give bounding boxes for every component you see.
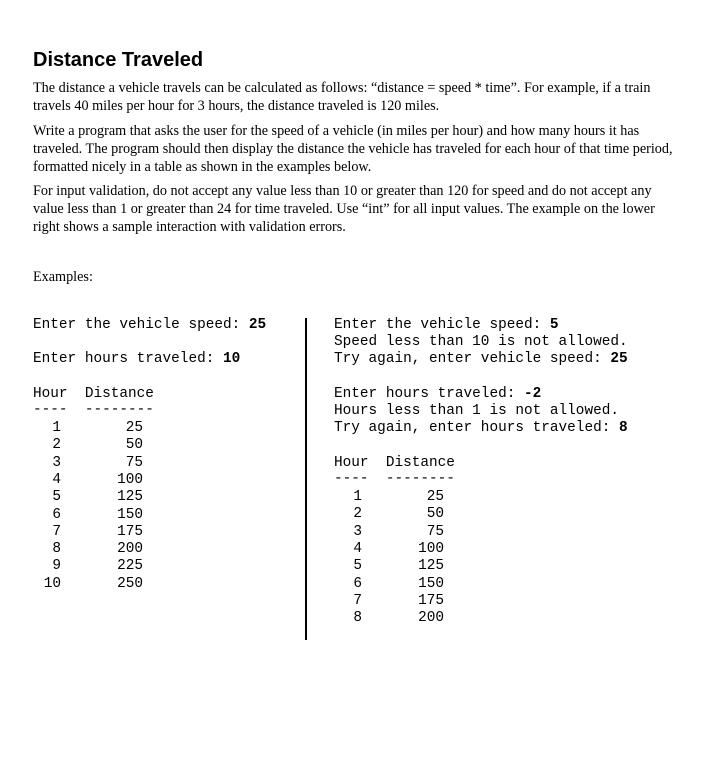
right-distance-cell: 175 — [418, 592, 444, 609]
right-hour-cell: 7 — [353, 592, 362, 609]
right-hour-cell: 5 — [353, 558, 362, 575]
left-hour-cell: 7 — [52, 523, 61, 540]
right-distance-cell: 25 — [426, 489, 444, 505]
left-distance-cell: 25 — [125, 420, 143, 436]
right-distance-cell: 75 — [426, 523, 444, 540]
left-distance-cell: 200 — [117, 541, 143, 558]
left-hours-prompt: Enter hours traveled: — [33, 351, 223, 367]
right-hours-input: -2 — [524, 386, 542, 402]
right-speed-error: Speed less than 10 is not allowed. — [334, 334, 628, 350]
left-hour-cell: 2 — [52, 437, 61, 454]
left-hour-cell: 3 — [52, 454, 61, 471]
left-distance-cell: 75 — [125, 454, 143, 471]
left-hour-cell: 10 — [43, 575, 61, 592]
right-hours-retry-prompt: Try again, enter hours traveled: — [334, 420, 619, 436]
left-hours-input: 10 — [223, 351, 241, 367]
left-speed-line — [33, 317, 266, 334]
intro-paragraph: The distance a vehicle travels can be calculated as follows: “distance = speed * time”. For example, if a train travels 40 miles per hour for 3 hours, the distance traveled is 120 miles. — [33, 80, 651, 114]
right-hour-cell: 6 — [353, 575, 362, 592]
left-distance-cell: 250 — [117, 575, 143, 592]
right-hour-cell: 3 — [353, 523, 362, 540]
right-hour-cell: 1 — [353, 489, 362, 505]
left-distance-cell: 225 — [117, 558, 143, 575]
left-hour-cell: 8 — [52, 541, 61, 558]
left-distance-cell: 125 — [117, 489, 143, 506]
right-distance-cell: 125 — [418, 558, 444, 575]
right-distance-cell: 150 — [418, 575, 444, 592]
right-hour-cell: 4 — [353, 540, 362, 557]
right-speed-input: 5 — [549, 317, 559, 333]
right-hour-cell: 8 — [353, 610, 362, 627]
left-hour-cell: 5 — [52, 489, 61, 506]
right-table-rule: ---- -------- — [334, 471, 455, 487]
left-distance-cell: 175 — [117, 523, 143, 540]
right-speed-prompt: Enter the vehicle speed: — [334, 317, 550, 333]
left-hour-cell: 4 — [52, 471, 61, 488]
left-distance-cell: 100 — [117, 471, 143, 488]
right-speed-retry-line — [334, 351, 628, 368]
task-paragraph: Write a program that asks the user for the speed of a vehicle (in miles per hour) and how many hours it has traveled. The program should then display the distance the vehicle has traveled for each hour of that time period, formatted nicely in a table as shown in the examples below. — [33, 123, 673, 175]
right-hours-retry-input: 8 — [618, 420, 628, 436]
left-hour-cell: 6 — [52, 506, 61, 523]
left-distance-cell: 150 — [117, 506, 143, 523]
right-hours-prompt: Enter hours traveled: — [334, 386, 524, 402]
left-table-rule: ---- -------- — [33, 402, 154, 418]
left-hour-cell: 9 — [52, 558, 61, 575]
right-speed-retry-prompt: Try again, enter vehicle speed: — [334, 351, 611, 367]
left-table-header: Hour Distance — [33, 386, 154, 402]
column-divider — [305, 318, 307, 640]
right-speed-line — [334, 317, 559, 334]
left-hour-cell: 1 — [52, 420, 61, 436]
left-distance-cell: 50 — [125, 437, 143, 454]
right-speed-retry-input: 25 — [610, 351, 628, 367]
validation-paragraph: For input validation, do not accept any value less than 10 or greater than 120 for speed and do not accept any value less than 1 or greater than 24 for time traveled. Use “int” for all input values. The example on the lower right shows a sample interaction with validation errors. — [33, 183, 655, 235]
right-distance-cell: 200 — [418, 610, 444, 627]
left-speed-prompt: Enter the vehicle speed: — [33, 317, 249, 333]
left-hours-line — [33, 351, 240, 368]
examples-label: Examples: — [33, 269, 93, 285]
right-distance-cell: 100 — [418, 540, 444, 557]
right-distance-cell: 50 — [426, 506, 444, 523]
right-table-header: Hour Distance — [334, 455, 455, 471]
page-title: Distance Traveled — [33, 49, 204, 71]
right-hour-cell: 2 — [353, 506, 362, 523]
right-hours-line — [334, 386, 541, 403]
right-hours-retry-line — [334, 420, 628, 437]
right-hours-error: Hours less than 1 is not allowed. — [334, 403, 619, 419]
left-speed-input: 25 — [248, 317, 267, 333]
